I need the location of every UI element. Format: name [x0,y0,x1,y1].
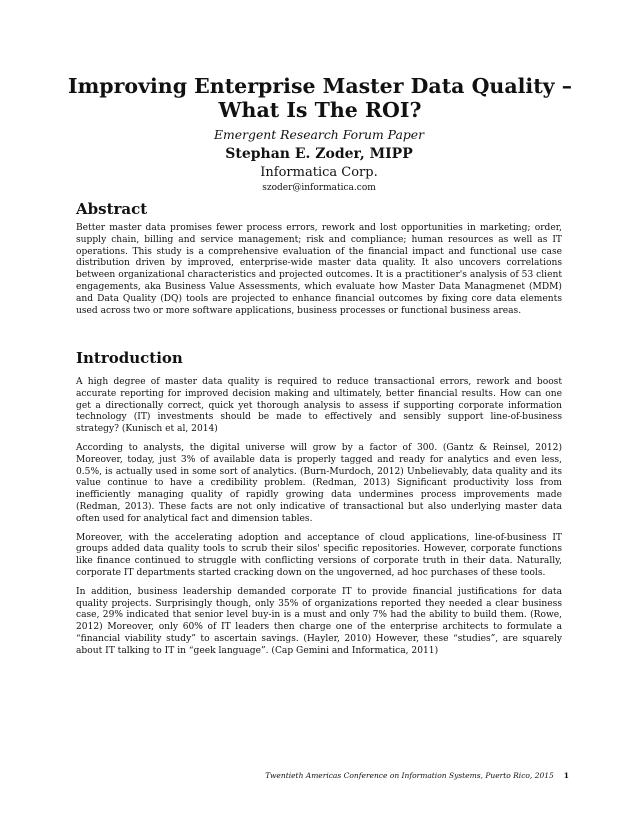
page-footer [255,771,569,780]
intro-paragraph: According to analysts, the digital universe will grow by a factor of 300. (Gantz & Reinsel, 2012) Moreover, today, just 3% of available data is properly tagged and ready for analytics and even less, 0.5%, is actually used in some sort of analytics. (Burn-Murdoch, 2012) Unbelievably, data quality and its value continue to have a credibility problem. (Redman, 2013) Significant productivity loss from inefficiently managing quality of rapidly growing data undermines process improvements made (Redman, 2013). These facts are not only indicative of transactional but also underlying master data often used for analytical fact and dimension tables. [76,442,562,524]
paper-type: Emergent Research Forum Paper [213,127,425,142]
title-line-1: Improving Enterprise Master Data Quality – [68,74,572,98]
abstract-body [76,223,562,324]
introduction-body [76,377,562,665]
introduction-heading: Introduction [76,349,183,367]
intro-paragraph: A high degree of master data quality is required to reduce transactional errors, rework and boost accurate reporting for improved decision making and ultimately, better financial results. How can one get a directionally correct, quick yet thorough analysis to assess if supporting corporate information technology (IT) investments should be made to effectively and sensibly support line-of-business strategy? (Kunisch et al, 2014) [76,377,562,435]
abstract-heading: Abstract [76,200,148,218]
intro-paragraph: In addition, business leadership demanded corporate IT to provide financial justifications for data quality projects. Surprisingly though, only 35% of organizations reported they needed a clear business case, 29% indicated that senior level buy-in is a must and only 7% had the ability to build them. (Rowe, 2012) Moreover, only 60% of IT leaders then charge one of the enterprise architects to formulate a “financial viability study” to ascertain savings. (Hayler, 2010) However, these “studies”, are squarely about IT talking to IT in “geek language”. (Cap Gemini and Informatica, 2011) [76,586,562,656]
page-number: 1 [563,771,569,780]
paper-title [60,74,580,122]
abstract-text: Better master data promises fewer process errors, rework and lost opportunities in marketing; order, supply chain, billing and service management; risk and compliance; human resources as well as IT operations. This study is a comprehensive evaluation of the financial impact and functional use case distribution driven by improved, enterprise-wide master data quality. It also uncovers correlations between organizational characteristics and projected outcomes. It is a practitioner's analysis of 53 client engagements, aka Business Value Assessments, which evaluate how Master Data Managmenet (MDM) and Data Quality (DQ) tools are projected to enhance financial outcomes by fixing core data elements used across two or more software applications, business processes or functional business areas. [76,223,562,316]
conference-name: Twentieth Americas Conference on Information Systems, Puerto Rico, 2015 [265,771,554,780]
author-email: szoder@informatica.com [262,183,376,193]
title-line-2: What Is The ROI? [218,98,422,122]
author-name: Stephan E. Zoder, MIPP [225,146,413,162]
intro-paragraph: Moreover, with the accelerating adoption and acceptance of cloud applications, line-of-business IT groups added data quality tools to scrub their silos' specific repositories. However, corporate functions like finance continued to struggle with conflicting versions of corporate truth in their data. Naturally, corporate IT departments started cracking down on the ungoverned, ad hoc purchases of these tools. [76,532,562,578]
author-affiliation: Informatica Corp. [260,165,378,180]
